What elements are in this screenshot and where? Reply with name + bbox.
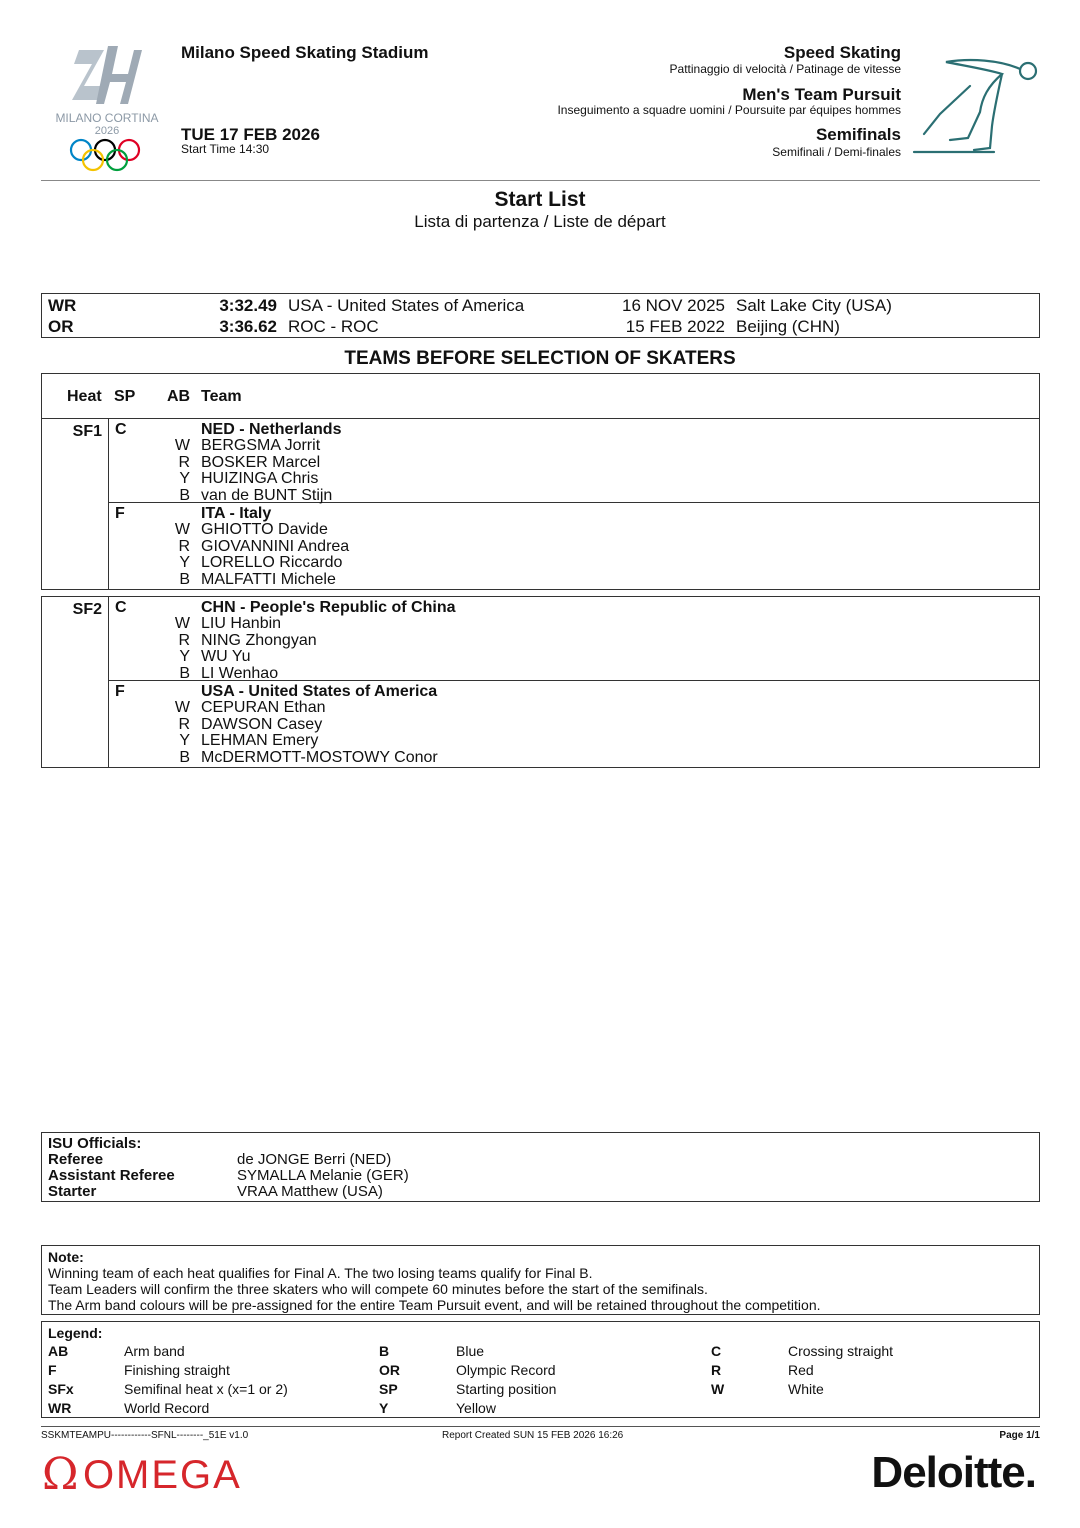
- start-position: F: [115, 683, 125, 700]
- official-name: SYMALLA Melanie (GER): [237, 1167, 409, 1184]
- sport-subtitle: Pattinaggio di velocità / Patinage de vitesse: [669, 62, 901, 76]
- skater-name: HUIZINGA Chris: [201, 470, 319, 487]
- header-divider: [41, 180, 1040, 181]
- skater-name: DAWSON Casey: [201, 716, 323, 733]
- arm-band: Y: [179, 648, 190, 665]
- legend-code: R: [711, 1362, 722, 1378]
- arm-band: B: [179, 749, 190, 766]
- milano-cortina-logo: [44, 38, 170, 174]
- event-name: Men's Team Pursuit: [742, 85, 901, 104]
- skater-name: GHIOTTO Davide: [201, 521, 328, 538]
- omega-logo: [42, 1449, 242, 1500]
- skater-name: WU Yu: [201, 648, 251, 665]
- report-created: Report Created SUN 15 FEB 2026 16:26: [442, 1430, 624, 1441]
- legend-title: Legend:: [48, 1325, 103, 1341]
- speed-skater-pictogram: [910, 56, 1042, 156]
- column-header-sp: SP: [114, 388, 136, 405]
- omega-wordmark: OMEGA: [82, 1453, 242, 1497]
- record-code: WR: [48, 296, 77, 315]
- legend-desc: Arm band: [124, 1343, 185, 1359]
- skater-name: LEHMAN Emery: [201, 732, 319, 749]
- legend-desc: White: [788, 1381, 824, 1397]
- section-title: TEAMS BEFORE SELECTION OF SKATERS: [344, 348, 736, 369]
- legend-desc: Olympic Record: [456, 1362, 556, 1378]
- legend-code: Y: [379, 1400, 389, 1416]
- legend-code: SP: [379, 1381, 398, 1397]
- official-role: Referee: [48, 1151, 104, 1168]
- legend-code: F: [48, 1362, 57, 1378]
- legend-desc: Red: [788, 1362, 814, 1378]
- arm-band: R: [178, 632, 190, 649]
- record-date: 16 NOV 2025: [621, 296, 725, 315]
- heat-label: SF2: [72, 601, 102, 618]
- record-time: 3:32.49: [219, 296, 277, 315]
- event-subtitle: Inseguimento a squadre uomini / Poursuite par équipes hommes: [557, 103, 901, 117]
- team-name: NED - Netherlands: [201, 421, 342, 438]
- legend-box: [41, 1321, 1040, 1418]
- legend-desc: Semifinal heat x (x=1 or 2): [124, 1381, 288, 1397]
- column-header-heat: Heat: [67, 388, 102, 405]
- deloitte-logo: Deloitte.: [871, 1448, 1036, 1497]
- official-role: Assistant Referee: [48, 1167, 175, 1184]
- skater-name: CEPURAN Ethan: [201, 699, 326, 716]
- note-line: Team Leaders will confirm the three skaters who will compete 60 minutes before the start of the semifinals.: [48, 1281, 708, 1297]
- team-name: CHN - People's Republic of China: [201, 599, 456, 616]
- svg-text:2026: 2026: [94, 125, 120, 137]
- arm-band: Y: [179, 732, 190, 749]
- note-box: [41, 1245, 1040, 1315]
- skater-name: GIOVANNINI Andrea: [201, 538, 350, 555]
- column-header-ab: AB: [167, 388, 191, 405]
- legend-desc: Yellow: [456, 1400, 496, 1416]
- legend-desc: World Record: [124, 1400, 210, 1416]
- skater-name: LIU Hanbin: [201, 615, 282, 632]
- official-name: VRAA Matthew (USA): [237, 1183, 383, 1200]
- event-date: TUE 17 FEB 2026: [181, 125, 320, 144]
- officials-box: [41, 1132, 1040, 1202]
- skater-name: BOSKER Marcel: [201, 454, 321, 471]
- legend-desc: Crossing straight: [788, 1343, 894, 1359]
- record-code: OR: [48, 317, 74, 336]
- sport-name: Speed Skating: [783, 43, 901, 62]
- start-position: C: [115, 599, 127, 616]
- official-name: de JONGE Berri (NED): [237, 1151, 392, 1168]
- start-time: Start Time 14:30: [181, 142, 270, 156]
- footer-divider: [41, 1426, 1040, 1427]
- arm-band: W: [174, 437, 190, 454]
- arm-band: R: [178, 716, 190, 733]
- legend-desc: Finishing straight: [124, 1362, 230, 1378]
- omega-symbol-icon: Ω: [42, 1449, 79, 1500]
- official-role: Starter: [48, 1183, 97, 1200]
- legend-code: WR: [48, 1400, 72, 1416]
- record-time: 3:36.62: [219, 317, 277, 336]
- phase-subtitle: Semifinali / Demi-finales: [772, 145, 901, 159]
- record-place: Salt Lake City (USA): [736, 296, 892, 315]
- arm-band: R: [178, 454, 190, 471]
- skater-name: van de BUNT Stijn: [201, 487, 333, 504]
- svg-text:MILANO CORTINA: MILANO CORTINA: [55, 111, 159, 125]
- start-position: F: [115, 505, 125, 522]
- arm-band: W: [174, 521, 190, 538]
- skater-name: BERGSMA Jorrit: [201, 437, 321, 454]
- records-box: [41, 293, 1040, 338]
- note-line: Winning team of each heat qualifies for Final A. The two losing teams qualify for Final B.: [48, 1265, 593, 1281]
- skater-name: McDERMOTT-MOSTOWY Conor: [201, 749, 438, 766]
- arm-band: W: [174, 615, 190, 632]
- record-date: 15 FEB 2022: [625, 317, 725, 336]
- table-header: [41, 373, 1040, 419]
- heat-block-sf2: [41, 596, 1040, 768]
- legend-code: W: [711, 1381, 725, 1397]
- officials-title: ISU Officials:: [48, 1135, 142, 1152]
- column-divider: [108, 419, 109, 589]
- phase-name: Semifinals: [815, 125, 901, 144]
- skater-name: LORELLO Riccardo: [201, 554, 343, 571]
- skater-name: LI Wenhao: [201, 665, 279, 682]
- arm-band: R: [178, 538, 190, 555]
- note-line: The Arm band colours will be pre-assigned for the entire Team Pursuit event, and will be retained throughout the competition.: [48, 1297, 821, 1313]
- arm-band: Y: [179, 470, 190, 487]
- column-header-team: Team: [201, 388, 242, 405]
- venue-name: Milano Speed Skating Stadium: [181, 43, 429, 62]
- heat-block-sf1: [41, 418, 1040, 590]
- start-position: C: [115, 421, 127, 438]
- legend-code: B: [379, 1343, 390, 1359]
- heat-label: SF1: [72, 423, 102, 440]
- team-name: USA - United States of America: [201, 683, 438, 700]
- arm-band: B: [179, 571, 190, 588]
- legend-code: SFx: [48, 1381, 74, 1397]
- column-divider: [108, 597, 109, 767]
- legend-code: AB: [48, 1343, 69, 1359]
- record-team: USA - United States of America: [288, 296, 525, 315]
- record-place: Beijing (CHN): [736, 317, 840, 336]
- arm-band: B: [179, 665, 190, 682]
- skater-name: MALFATTI Michele: [201, 571, 336, 588]
- page-number: Page 1/1: [999, 1430, 1040, 1441]
- document-title: Start List: [494, 188, 586, 211]
- arm-band: B: [179, 487, 190, 504]
- legend-desc: Blue: [456, 1343, 485, 1359]
- legend-code: C: [711, 1343, 722, 1359]
- document-subtitle: Lista di partenza / Liste de départ: [414, 212, 666, 231]
- arm-band: Y: [179, 554, 190, 571]
- report-code: SSKMTEAMPU------------SFNL--------_51E v1.0: [41, 1430, 249, 1441]
- team-name: ITA - Italy: [201, 505, 272, 522]
- note-title: Note:: [48, 1249, 84, 1265]
- legend-code: OR: [379, 1362, 400, 1378]
- skater-name: NING Zhongyan: [201, 632, 317, 649]
- record-team: ROC - ROC: [288, 317, 379, 336]
- legend-desc: Starting position: [456, 1381, 557, 1397]
- arm-band: W: [174, 699, 190, 716]
